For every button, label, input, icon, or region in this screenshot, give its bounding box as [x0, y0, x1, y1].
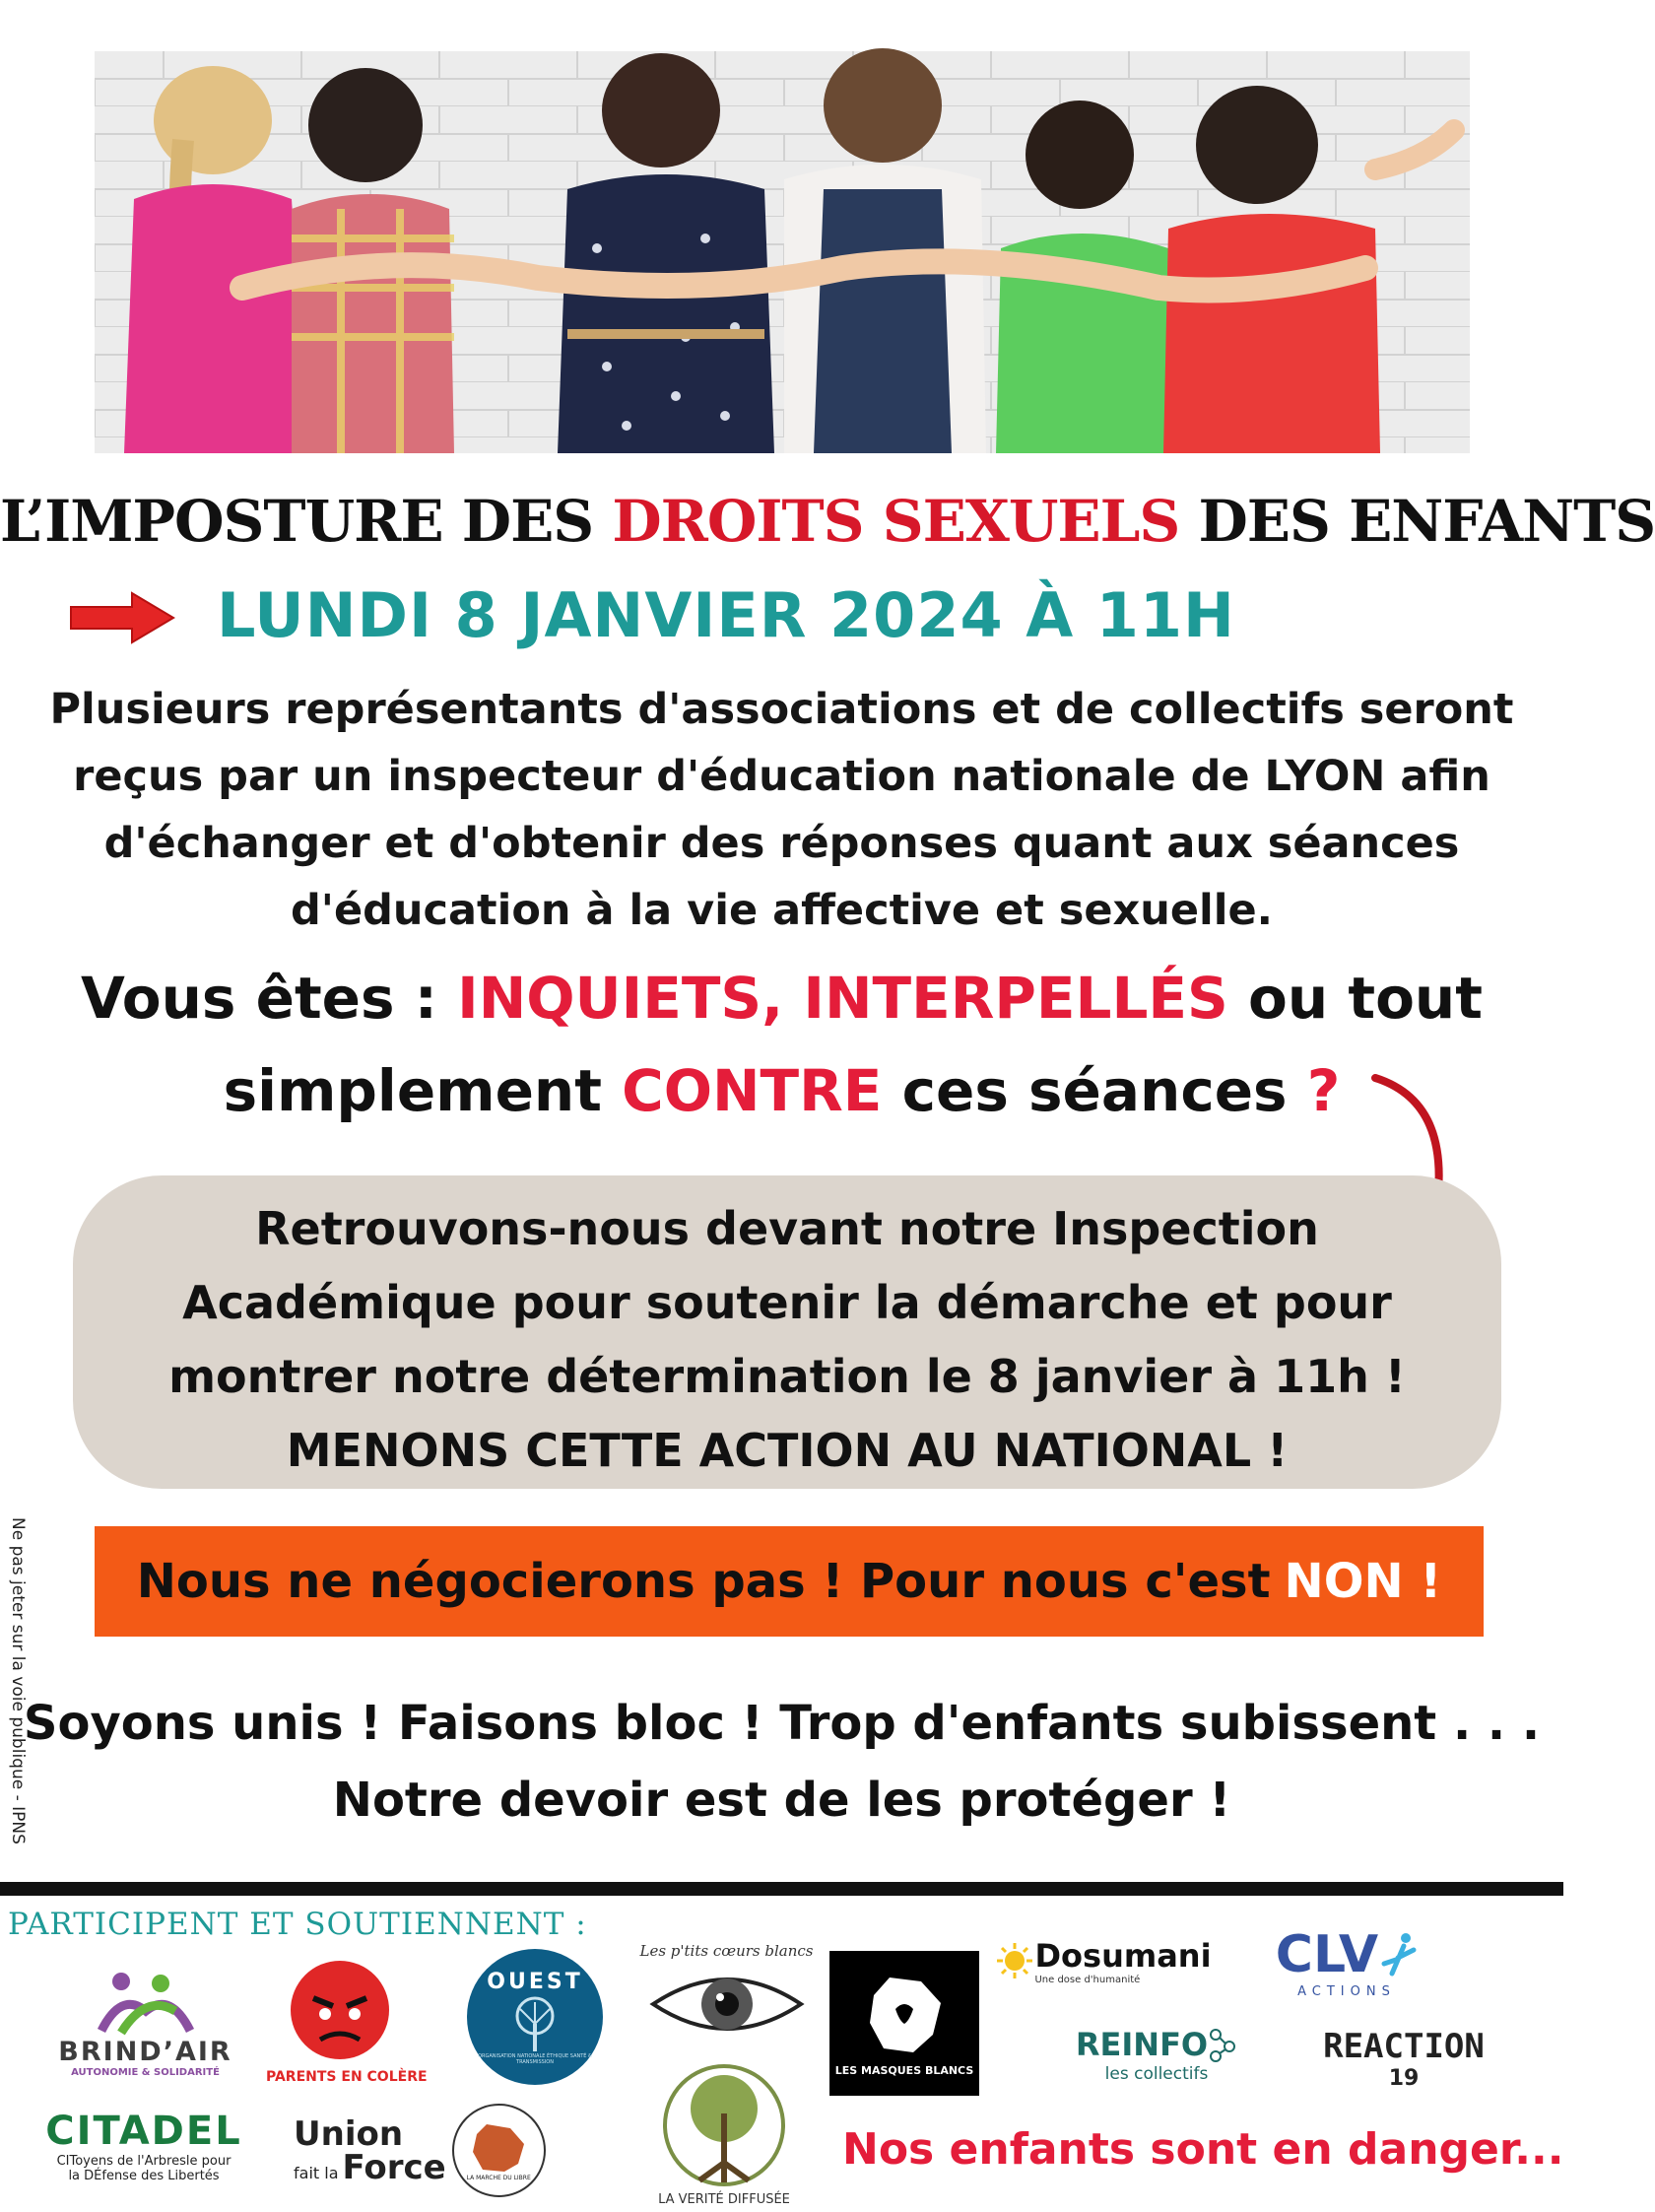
event-date: LUNDI 8 JANVIER 2024 À 11H: [217, 579, 1235, 651]
logo-masques-name: LES MASQUES BLANCS: [834, 2064, 974, 2077]
closing-text: [0, 1685, 1563, 1839]
banner-highlight: NON !: [1284, 1554, 1442, 1609]
logo-dosumani-tagline: Une dose d'humanité: [1034, 1974, 1141, 1985]
question-highlight: CONTRE: [622, 1057, 883, 1124]
logo-citadel-tagline1: CIToyens de l'Arbresle pour: [56, 2154, 232, 2169]
logo-citadel-name: CITADEL: [45, 2109, 242, 2154]
logo-brindair-tagline: AUTONOMIE & SOLIDARITÉ: [71, 2067, 220, 2078]
logo-union-name2: fait la: [294, 2163, 339, 2182]
marche-du-libre-badge: [452, 2104, 546, 2197]
question-highlight: INQUIETS, INTERPELLÉS: [457, 965, 1228, 1032]
logo-parents-en-colere: [266, 1949, 428, 2097]
side-note: [10, 1517, 45, 1872]
logo-masques-blancs: [829, 1951, 979, 2096]
logo-reinfo-tagline: les collectifs: [1104, 2064, 1209, 2084]
tree-icon: [655, 2064, 793, 2192]
tree-icon: [500, 1994, 569, 2053]
right-arrow-icon: [67, 589, 177, 646]
logo-verite-name: LA VERITÉ DIFFUSÉE: [658, 2191, 790, 2207]
callout-text: [73, 1192, 1501, 1488]
logo-parents-name: PARENTS EN COLÈRE: [266, 2069, 428, 2085]
question-text: Vous êtes :: [81, 965, 458, 1032]
people-icon: [92, 1972, 200, 2037]
logo-reaction-number: 19: [1388, 2066, 1420, 2091]
logo-brindair: [39, 1961, 251, 2089]
intro-line: Plusieurs représentants d'associations et de collectifs seront: [49, 685, 1514, 734]
callout-line: montrer notre détermination le 8 janvier à 11h !: [168, 1350, 1406, 1403]
sun-icon: [995, 1941, 1034, 1980]
headline-part2: DES ENFANTS: [1179, 488, 1655, 555]
network-icon: [1208, 2025, 1237, 2064]
logo-union-name3: Force: [342, 2147, 446, 2187]
children-hugging-photo: [95, 51, 1470, 453]
intro-line: d'éducation à la vie affective et sexuelle.: [291, 886, 1273, 935]
logo-citadel: [45, 2097, 242, 2195]
logo-dosumani-name: Dosumani: [1034, 1936, 1212, 1975]
eye-icon: [643, 1960, 811, 2048]
logo-ptits-coeurs: [635, 1931, 818, 2059]
runner-icon: [1378, 1930, 1418, 1979]
headline: [0, 488, 1655, 555]
logo-clv-tagline: ACTIONS: [1297, 1983, 1396, 1999]
refusal-banner: [95, 1526, 1484, 1637]
event-date-row: [59, 579, 1517, 658]
logo-dosumani: [1005, 1921, 1212, 2000]
intro-line: d'échanger et d'obtenir des réponses quant aux séances: [103, 819, 1460, 868]
hero-photo: [95, 51, 1470, 453]
closing-line-1: Soyons unis ! Faisons bloc ! Trop d'enfants subissent . . .: [23, 1696, 1541, 1751]
logo-clv-name: CLV: [1275, 1924, 1379, 1984]
logo-union-tagline: LA MARCHE DU LIBRE: [466, 2174, 531, 2181]
question-mark: ?: [1306, 1057, 1341, 1124]
headline-highlight: DROITS SEXUELS: [612, 488, 1180, 555]
logo-ouest-tagline: ORGANISATION NATIONALE ÉTHIQUE SANTÉ & TRANSMISSION: [478, 2052, 592, 2065]
headline-part1: L’IMPOSTURE DES: [0, 488, 613, 555]
logo-ouest-name: OUEST: [487, 1969, 583, 1994]
logo-brindair-name: BRIND’AIR: [58, 2037, 232, 2067]
question-text: ces séances: [882, 1057, 1307, 1124]
banner-text: Nous ne négocierons pas ! Pour nous c'est: [136, 1554, 1271, 1609]
question-text: simplement: [223, 1057, 623, 1124]
logo-reaction-name: REACTION: [1323, 2027, 1485, 2066]
logo-clv: [1263, 1917, 1430, 2006]
question-line-1: [0, 952, 1563, 1044]
logo-citadel-tagline2: la DÉfense des Libertés: [68, 2169, 220, 2183]
logo-reaction19: [1320, 2012, 1488, 2106]
question-line-2: [0, 1044, 1563, 1137]
question-text: ou tout: [1227, 965, 1483, 1032]
logo-ptits-coeurs-name: Les p'tits cœurs blancs: [639, 1942, 814, 1960]
intro-paragraph: [20, 676, 1544, 944]
logo-reinfo-name: REINFO: [1075, 2026, 1209, 2063]
footer-slogan: Nos enfants sont en danger...: [842, 2124, 1564, 2175]
france-map-icon: [469, 2120, 528, 2175]
side-note-text: Ne pas jeter sur la voie publique - IPNS: [8, 1517, 28, 1844]
logo-verite-diffusee: [650, 2061, 798, 2209]
callout-line: Retrouvons-nous devant notre Inspection: [255, 1202, 1319, 1255]
logo-union-fait-la-force: [294, 2099, 574, 2202]
logo-reinfo: [1072, 2010, 1241, 2099]
question-block: [0, 952, 1563, 1137]
intro-line: reçus par un inspecteur d'éducation nationale de LYON afin: [73, 752, 1490, 801]
logo-ouest: [467, 1949, 603, 2085]
callout-line: MENONS CETTE ACTION AU NATIONAL !: [286, 1424, 1289, 1477]
logo-union-name1: Union: [294, 2113, 404, 2154]
supporters-title: PARTICIPENT ET SOUTIENNENT :: [8, 1907, 587, 1942]
closing-line-2: Notre devoir est de les protéger !: [332, 1773, 1231, 1828]
france-map-icon: [860, 1970, 949, 2058]
callout-line: Académique pour soutenir la démarche et pour: [182, 1276, 1392, 1329]
divider: [0, 1882, 1563, 1896]
